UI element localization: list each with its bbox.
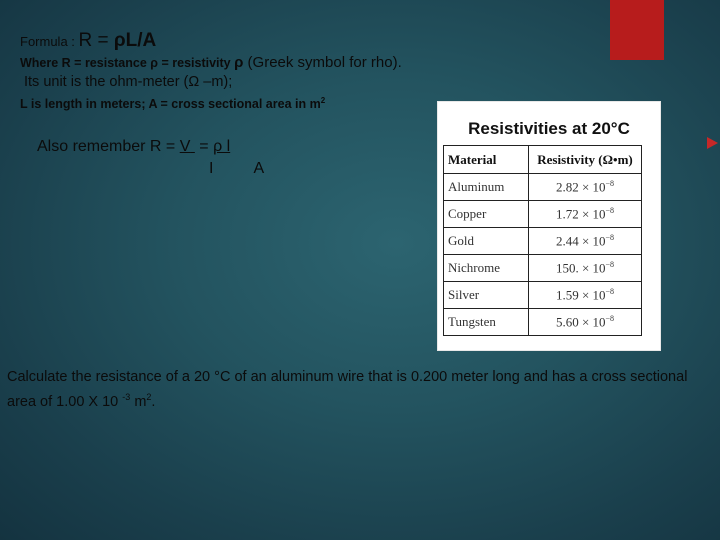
remember-denom-i: I <box>209 160 214 177</box>
question-exponent: -3 <box>122 392 131 402</box>
remember-line <box>37 138 230 156</box>
formula-line <box>20 30 156 52</box>
header-resistivity: Resistivity (Ω•m) <box>529 146 642 174</box>
header-material: Material <box>444 146 529 174</box>
table-row: Aluminum $2.82 \times 10^{-8}$ <box>444 174 642 201</box>
length-sup: 2 <box>320 96 326 105</box>
remember-rho-i: ρ l <box>213 138 231 155</box>
unit-line: Its unit is the ohm-meter (Ω –m); <box>24 74 233 90</box>
red-accent-bar <box>610 0 664 60</box>
length-line <box>20 96 325 111</box>
table-row: Nichrome 150. × $10^{-8}$ <box>444 255 642 282</box>
remember-prefix: Also remember R = <box>37 138 180 155</box>
question-text <box>7 367 712 412</box>
remember-denom-a: A <box>253 160 265 177</box>
table-header-row <box>444 146 642 174</box>
remember-v: V <box>179 138 191 155</box>
where-rho: ρ <box>234 54 244 71</box>
resistivity-table-card <box>437 101 661 351</box>
table-row: Tungsten $5.60 \times 10^{-8}$ <box>444 309 642 336</box>
where-line <box>20 54 402 72</box>
arrow-icon <box>707 137 718 149</box>
table-title: Resistivities at 20°C <box>468 119 630 138</box>
remember-denominators <box>209 160 264 178</box>
table-row: Copper $1.72 \times 10^{-8}$ <box>444 201 642 228</box>
where-rest: (Greek symbol for rho). <box>243 54 402 71</box>
formula-expression: ρL/A <box>113 30 157 51</box>
table-row: Silver $1.59 \times 10^{-8}$ <box>444 282 642 309</box>
where-definition: Where R = resistance ρ = resistivity <box>20 56 235 70</box>
question-unit: m <box>130 393 147 410</box>
question-unit-sup: 2 <box>146 392 152 402</box>
question-part1: Calculate the resistance of a 20 °C of an aluminum wire that is 0.200 meter long and has a cross sectional area of 1.00 X 10 <box>7 369 688 410</box>
remember-mid: = <box>194 138 214 155</box>
question-end: . <box>151 393 156 410</box>
formula-prefix: Formula : <box>20 34 79 49</box>
formula-r-eq: R = <box>78 30 114 51</box>
resistivity-table <box>443 145 642 336</box>
length-text: L is length in meters; A = cross sectional area in m <box>20 97 321 112</box>
table-row: Gold $2.44 \times 10^{-8}$ <box>444 228 642 255</box>
